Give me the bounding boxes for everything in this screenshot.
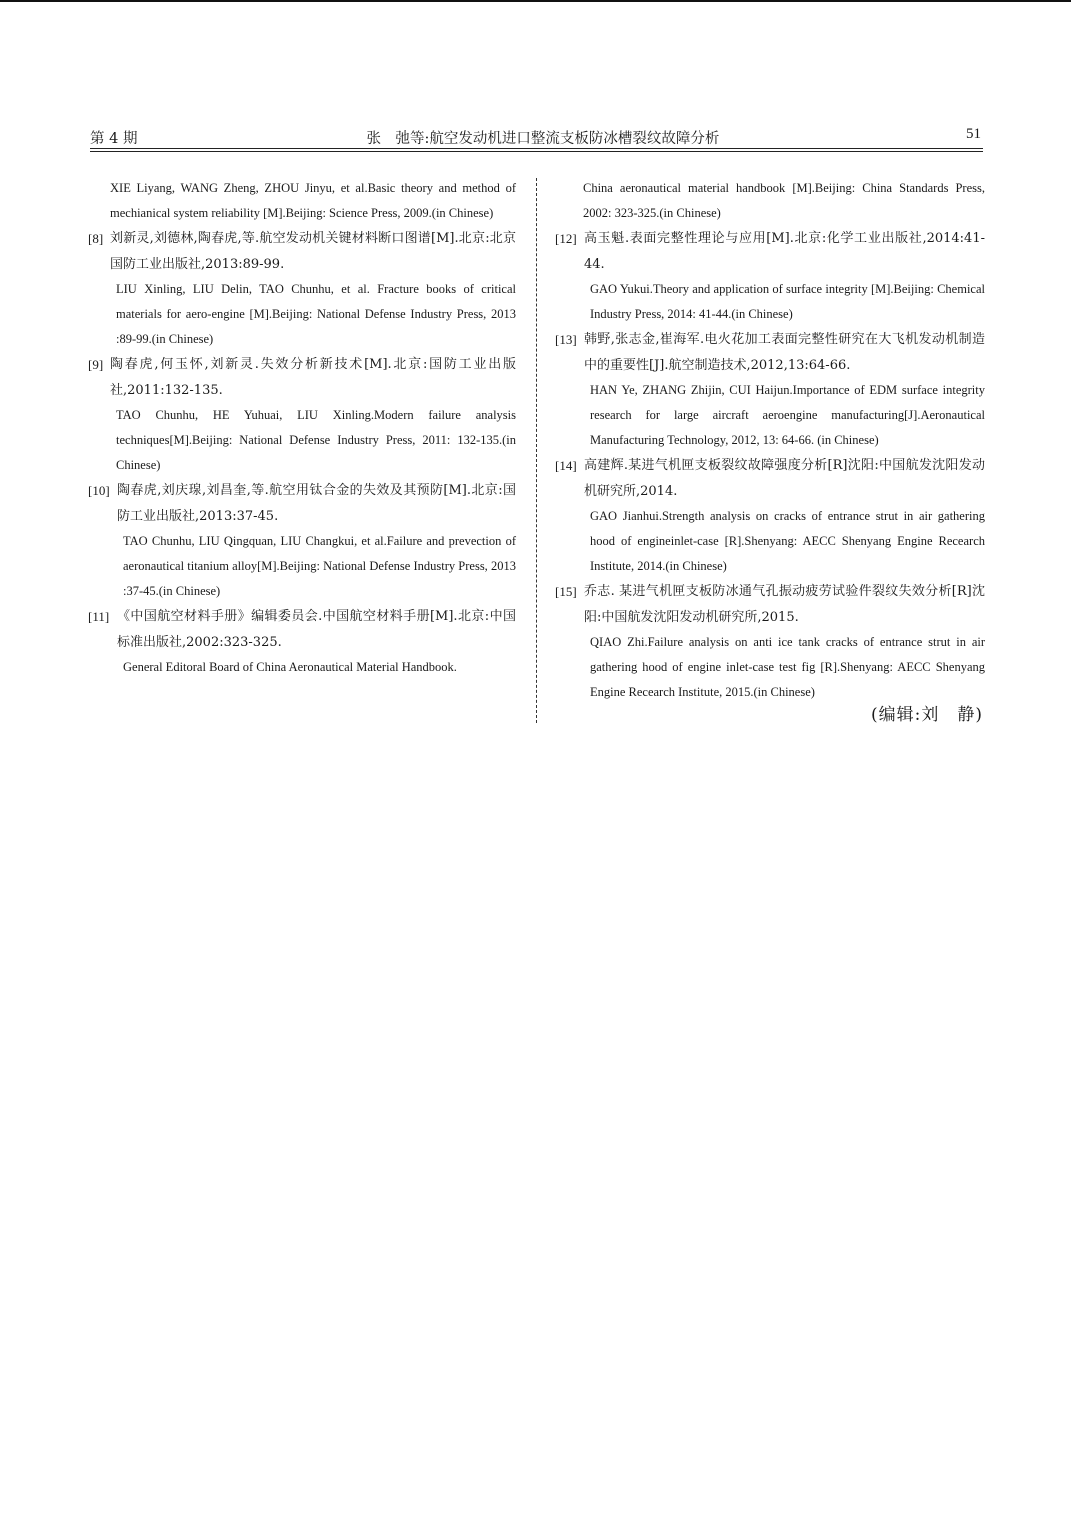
reference-entry: [88, 604, 516, 680]
reference-english: General Editoral Board of China Aeronautical Material Handbook.: [123, 660, 457, 674]
reference-continuation: China aeronautical material handbook [M].Beijing: China Standards Press, 2002: 323-325.(in Chinese): [583, 181, 985, 220]
reference-entry: [555, 226, 985, 327]
reference-chinese: 陶春虎,刘庆瑔,刘昌奎,等.航空用钛合金的失效及其预防[M].北京:国防工业出版社,2013:37-45.: [117, 483, 516, 524]
reference-english: TAO Chunhu, HE Yuhuai, LIU Xinling.Modern failure analysis techniques[M].Beijing: National Defense Industry Press, 2011: 132-135.(in Chinese): [116, 408, 516, 472]
reference-chinese: 陶春虎,何玉怀,刘新灵.失效分析新技术[M].北京:国防工业出版社,2011:132-135.: [110, 357, 516, 398]
reference-entry: [88, 226, 516, 352]
reference-chinese: 高玉魁.表面完整性理论与应用[M].北京:化学工业出版社,2014:41-44.: [584, 231, 985, 272]
reference-entry: [88, 478, 516, 604]
issue-label: 第 4 期: [90, 131, 138, 147]
reference-english: GAO Yukui.Theory and application of surface integrity [M].Beijing: Chemical Industry Press, 2014: 41-44.(in Chinese): [590, 282, 985, 321]
reference-number: [14]: [555, 458, 577, 473]
reference-entry: [555, 327, 985, 453]
reference-english: HAN Ye, ZHANG Zhijin, CUI Haijun.Importance of EDM surface integrity research for large aircraft aeroengine manufacturing[J].Aeronautical Manufacturing Technology, 2012, 13: 64-66. (in Chinese): [590, 383, 985, 447]
reference-english: TAO Chunhu, LIU Qingquan, LIU Changkui, et al.Failure and prevection of aeronautical titanium alloy[M].Beijing: National Defense Industry Press, 2013 :37-45.(in Chinese): [123, 534, 516, 598]
reference-entry: [555, 579, 985, 705]
reference-chinese: 《中国航空材料手册》编辑委员会.中国航空材料手册[M].北京:中国标准出版社,2002:323-325.: [117, 609, 516, 650]
reference-number: [12]: [555, 231, 577, 246]
editor-credit: (编辑:刘 静): [871, 705, 983, 725]
reference-chinese: 高建辉.某进气机匣支板裂纹故障强度分析[R]沈阳:中国航发沈阳发动机研究所,2014.: [584, 458, 985, 499]
reference-number: [15]: [555, 584, 577, 599]
running-title: 张 弛等:航空发动机进口整流支板防冰槽裂纹故障分析: [366, 131, 720, 147]
references-right-column: [555, 176, 985, 705]
reference-number: [11]: [88, 609, 110, 624]
reference-english: GAO Jianhui.Strength analysis on cracks of entrance strut in air gathering hood of engineinlet-case [R].Shenyang: AECC Shenyang Engine Recearch Institute, 2014.(in Chinese): [590, 509, 985, 573]
reference-entry: [88, 352, 516, 478]
column-divider: [536, 178, 537, 723]
reference-number: [13]: [555, 332, 577, 347]
reference-continuation: XIE Liyang, WANG Zheng, ZHOU Jinyu, et al.Basic theory and method of mechianical system reliability [M].Beijing: Science Press, 2009.(in Chinese): [110, 181, 516, 220]
reference-number: [10]: [88, 483, 110, 498]
reference-chinese: 韩野,张志金,崔海军.电火花加工表面完整性研究在大飞机发动机制造中的重要性[J].航空制造技术,2012,13:64-66.: [584, 332, 985, 373]
references-left-column: [88, 176, 516, 680]
reference-english: QIAO Zhi.Failure analysis on anti ice tank cracks of entrance strut in air gathering hood of engine inlet-case test fig [R].Shenyang: AECC Shenyang Engine Recearch Institute, 2015.(in Chinese): [590, 635, 985, 699]
running-header: [90, 126, 983, 149]
top-border-rule: [0, 0, 1071, 2]
reference-number: [9]: [88, 357, 104, 372]
reference-number: [8]: [88, 231, 104, 246]
reference-chinese: 乔志. 某进气机匣支板防冰通气孔振动疲劳试验件裂纹失效分析[R]沈阳:中国航发沈阳发动机研究所,2015.: [584, 584, 985, 625]
reference-chinese: 刘新灵,刘德林,陶春虎,等.航空发动机关键材料断口图谱[M].北京:北京国防工业出版社,2013:89-99.: [110, 231, 516, 272]
reference-entry: [555, 453, 985, 579]
page-number: 51: [966, 126, 981, 142]
reference-english: LIU Xinling, LIU Delin, TAO Chunhu, et al. Fracture books of critical materials for aero-engine [M].Beijing: National Defense Industry Press, 2013 :89-99.(in Chinese): [116, 282, 516, 346]
